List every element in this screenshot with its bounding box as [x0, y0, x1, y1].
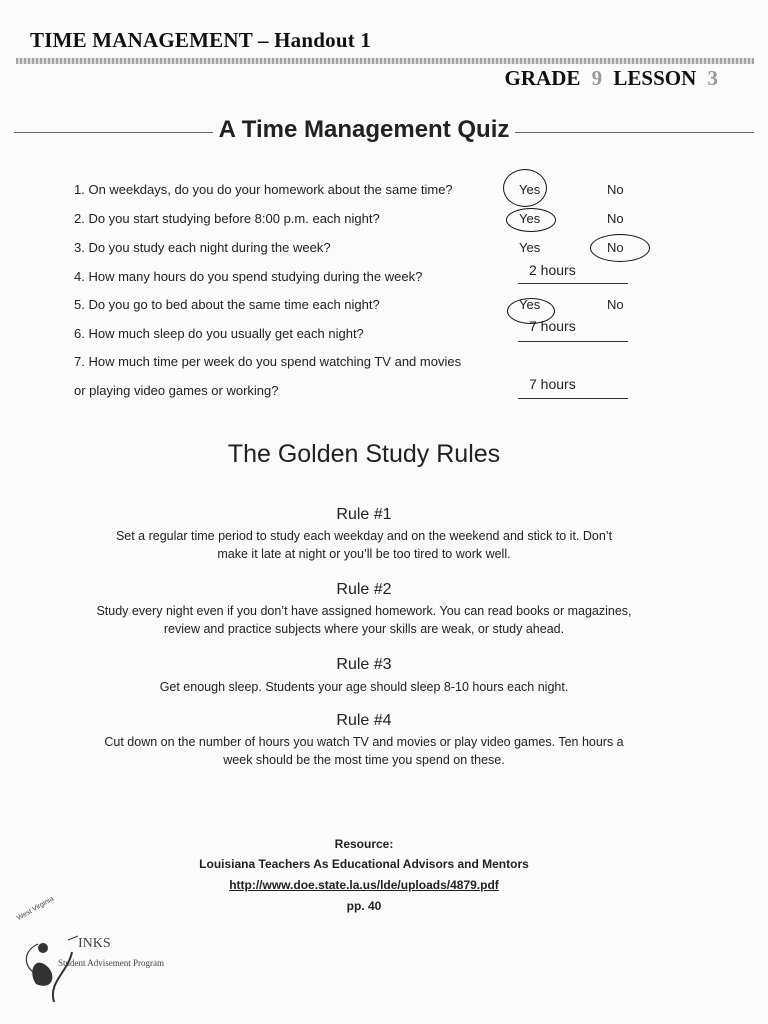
resource-org: Louisiana Teachers As Educational Advisors and Mentors: [199, 857, 529, 871]
rule-1-heading: Rule #1: [336, 506, 392, 523]
logo-subtitle: Student Advisement Program: [58, 958, 164, 968]
lesson-label: LESSON: [613, 66, 697, 90]
quiz-title: [0, 116, 728, 144]
q2-answer-circle: [506, 208, 556, 232]
logo-arc-text: West Virginia: [16, 895, 55, 923]
quiz-question-7: 7. How much time per week do you spend watching TV and movies: [74, 354, 462, 369]
q5-yes: Yes: [519, 297, 541, 312]
quiz-question-3: 3. Do you study each night during the week?: [74, 240, 331, 255]
rule-3-heading: Rule #3: [336, 656, 392, 673]
quiz-question-2: 2. Do you start studying before 8:00 p.m. each night?: [74, 211, 380, 226]
links-logo: [14, 895, 214, 1002]
quiz-question-4: 4. How many hours do you spend studying during the week?: [74, 269, 423, 284]
grade-lesson-label: [505, 66, 718, 91]
resource-link[interactable]: http://www.doe.state.la.us/lde/uploads/4879.pdf: [229, 878, 499, 892]
rule-1-text-line2: make it late at night or you’ll be too tired to work well.: [217, 547, 511, 561]
rule-2-text-line2: review and practice subjects where your skills are weak, or study ahead.: [163, 622, 565, 636]
rule-1-text-line1: Set a regular time period to study each weekday and on the weekend and stick to it. Don’t: [115, 529, 613, 543]
rule-2-heading: Rule #2: [336, 581, 392, 598]
q3-no: No: [607, 240, 624, 255]
q5-no: No: [607, 297, 624, 312]
rule-4-text-line2: week should be the most time you spend on these.: [223, 753, 505, 767]
rules-title: The Golden Study Rules: [227, 440, 501, 468]
resource-label: Resource:: [334, 837, 394, 851]
header-divider: [16, 58, 754, 64]
q2-yes: Yes: [519, 211, 541, 226]
q1-answer-circle: [503, 169, 547, 207]
q7-answer-line: [518, 398, 628, 399]
q1-yes: Yes: [519, 182, 541, 197]
q2-no: No: [607, 211, 624, 226]
rule-4-heading: Rule #4: [336, 712, 392, 729]
q3-answer-circle: [590, 234, 650, 262]
quiz-question-6: 6. How much sleep do you usually get each night?: [74, 326, 364, 341]
rule-2-text-line1: Study every night even if you don’t have assigned homework. You can read books or magazines,: [96, 604, 632, 618]
lesson-number: 3: [707, 66, 718, 90]
rule-3-text-line1: Get enough sleep. Students your age should sleep 8-10 hours each night.: [159, 680, 569, 694]
grade-number: 9: [591, 66, 603, 90]
handout-title: TIME MANAGEMENT – Handout 1: [30, 28, 372, 52]
q7-answer: 7 hours: [529, 376, 576, 392]
q4-answer-line: [518, 283, 628, 284]
quiz-title-text: A Time Management Quiz: [213, 116, 516, 143]
quiz-question-5: 5. Do you go to bed about the same time each night?: [74, 297, 380, 312]
quiz-question-7-cont: or playing video games or working?: [74, 383, 279, 398]
links-logo-mark: [14, 912, 214, 1002]
quiz-question-1: 1. On weekdays, do you do your homework about the same time?: [74, 182, 453, 197]
logo-name: INKS: [78, 936, 111, 951]
q1-no: No: [607, 182, 624, 197]
q3-yes: Yes: [519, 240, 541, 255]
q6-answer-line: [518, 341, 628, 342]
resource-pages: pp. 40: [346, 899, 382, 913]
q6-answer: 7 hours: [529, 318, 576, 334]
q4-answer: 2 hours: [529, 262, 576, 278]
rule-4-text-line1: Cut down on the number of hours you watch TV and movies or play video games. Ten hours a: [104, 735, 624, 749]
grade-label: GRADE: [504, 66, 581, 90]
